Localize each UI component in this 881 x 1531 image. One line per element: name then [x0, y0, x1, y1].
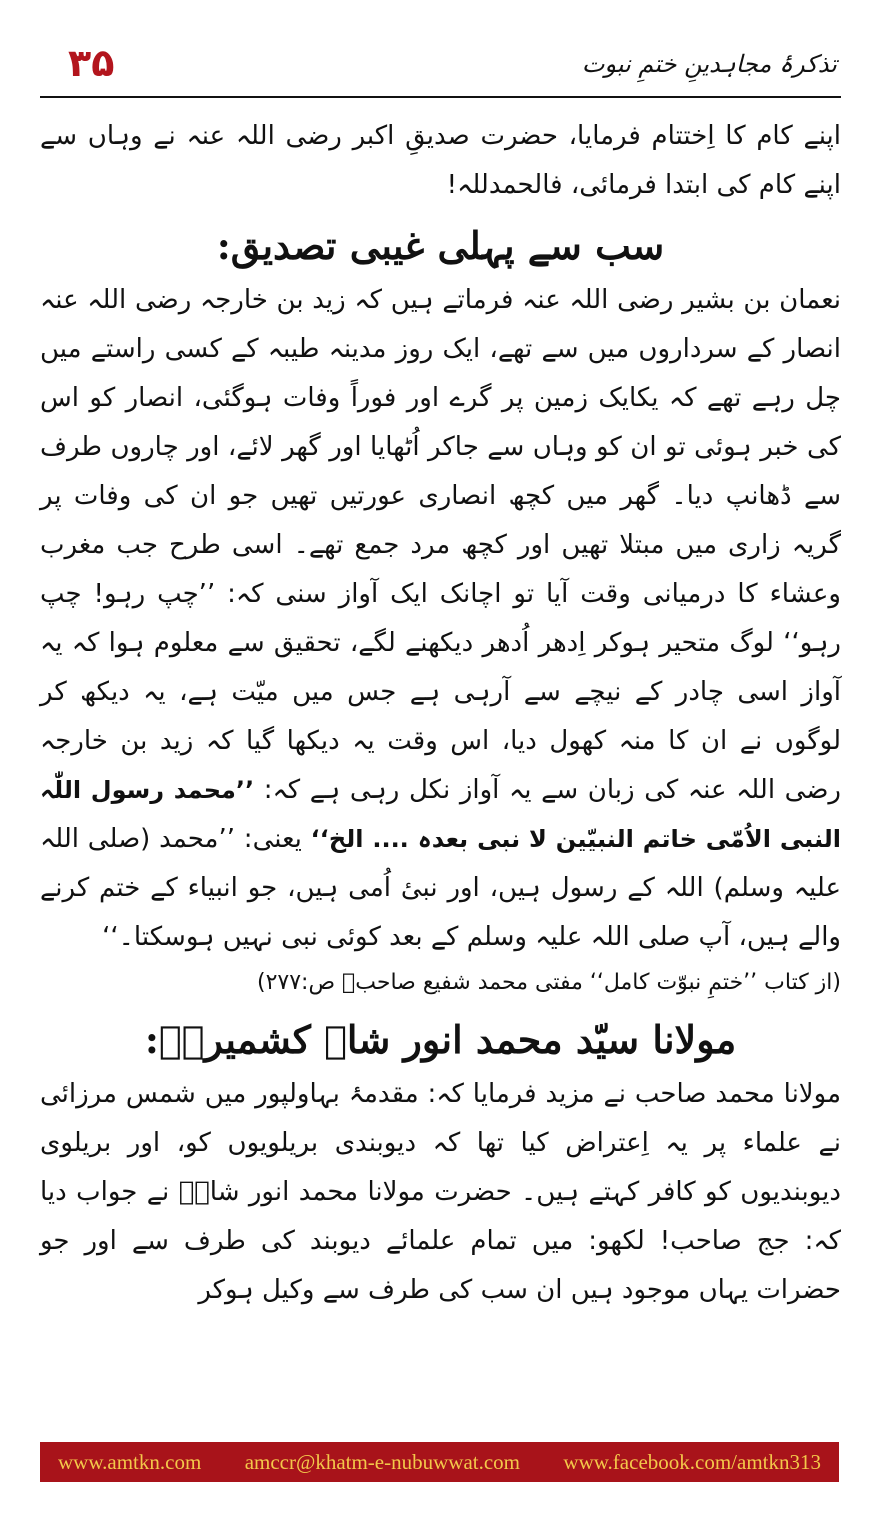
section-heading-anwar-shah: مولانا سیّد محمد انور شاہ کشمیریؒ:: [144, 1017, 737, 1062]
section-heading-first-confirmation: سب سے پہلی غیبی تصدیق:: [216, 223, 665, 268]
footer-website-link[interactable]: www.amtkn.com: [58, 1449, 202, 1474]
story-translation: یعنی: ’’محمد (صلی اللہ علیہ وسلم) اللہ کے رسول ہیں، اور نبیٔ اُمی ہیں، جو انبیاء کے ختم کرنے والے ہیں، آپ صلی اللہ علیہ وسلم کے بعد کوئی نبی نہیں ہوسکتا۔‘‘: [40, 824, 841, 952]
header-divider: [40, 96, 841, 98]
citation: (از کتاب ’’ختمِ نبوّت کامل‘‘ مفتی محمد شفیع صاحبؒ ص:۲۷۷): [257, 970, 841, 995]
paragraph-bahawalpur-case: مولانا محمد صاحب نے مزید فرمایا کہ: مقدمۂ بہاولپور میں شمس مرزائی نے علماء پر یہ اِعتراض کیا تھا کہ دیوبندی بریلویوں کو، اور بریلوی دیوبندیوں کو کافر کہتے ہیں۔ حضرت مولانا محمد انور شاہؒ نے جواب دیا کہ: جج صاحب! لکھو: میں تمام علمائے دیوبند کی طرف سے اور جو حضرات یہاں موجود ہیں ان سب کی طرف سے وکیل ہوکر: [40, 1079, 841, 1305]
footer-facebook-link[interactable]: www.facebook.com/amtkn313: [563, 1449, 821, 1474]
paragraph-intro: اپنے کام کا اِختتام فرمایا، حضرت صدیقِ اکبر رضی اللہ عنہ نے وہاں سے اپنے کام کی ابتدا فرمائی، فالحمدللہ!: [40, 121, 841, 200]
book-title: تذکرۂ مجاہدینِ ختمِ نبوت: [581, 50, 837, 78]
footer-bar: [40, 1442, 839, 1482]
story-text: نعمان بن بشیر رضی اللہ عنہ فرماتے ہیں کہ زید بن خارجہ رضی اللہ عنہ انصار کے سرداروں میں سے تھے، ایک روز مدینہ طیبہ کے کسی راستے میں چل رہے تھے کہ یکایک زمین پر گرے اور فوراً وفات ہوگئی، انصار کو اس کی خبر ہوئی تو ان کو وہاں سے جاکر اُٹھایا اور گھر لائے، اور چاروں طرف سے ڈھانپ دیا۔ گھر میں کچھ انصاری عورتیں تھیں جو ان کی وفات پر گریہ زاری میں مبتلا تھیں اور کچھ مرد جمع تھے۔ اسی طرح جب مغرب وعشاء کا درمیانی وقت آیا تو اچانک ایک آواز سنی کہ: ’’چپ رہو! چپ رہو‘‘ لوگ متحیر ہوکر اِدھر اُدھر دیکھنے لگے، تحقیق سے معلوم ہوا کہ یہ آواز اسی چادر کے نیچے سے آرہی ہے جس میں میّت ہے، یہ دیکھ کر لوگوں نے ان کا منہ کھول دیا، اس وقت یہ دیکھا گیا کہ زید بن خارجہ رضی اللہ عنہ کی زبان سے یہ آواز نکل رہی ہے کہ:: [40, 285, 841, 805]
paragraph-story: [40, 276, 841, 962]
page-body: [40, 112, 841, 1315]
footer-email-link[interactable]: amccr@khatm-e-nubuwwat.com: [244, 1449, 521, 1474]
page-number: ۳۵: [68, 41, 115, 85]
arabic-quote: ’’محمد رسول اللّٰہ النبی الاُمّی خاتم النبیّین لا نبی بعدہ .... الخ‘‘: [40, 776, 841, 853]
